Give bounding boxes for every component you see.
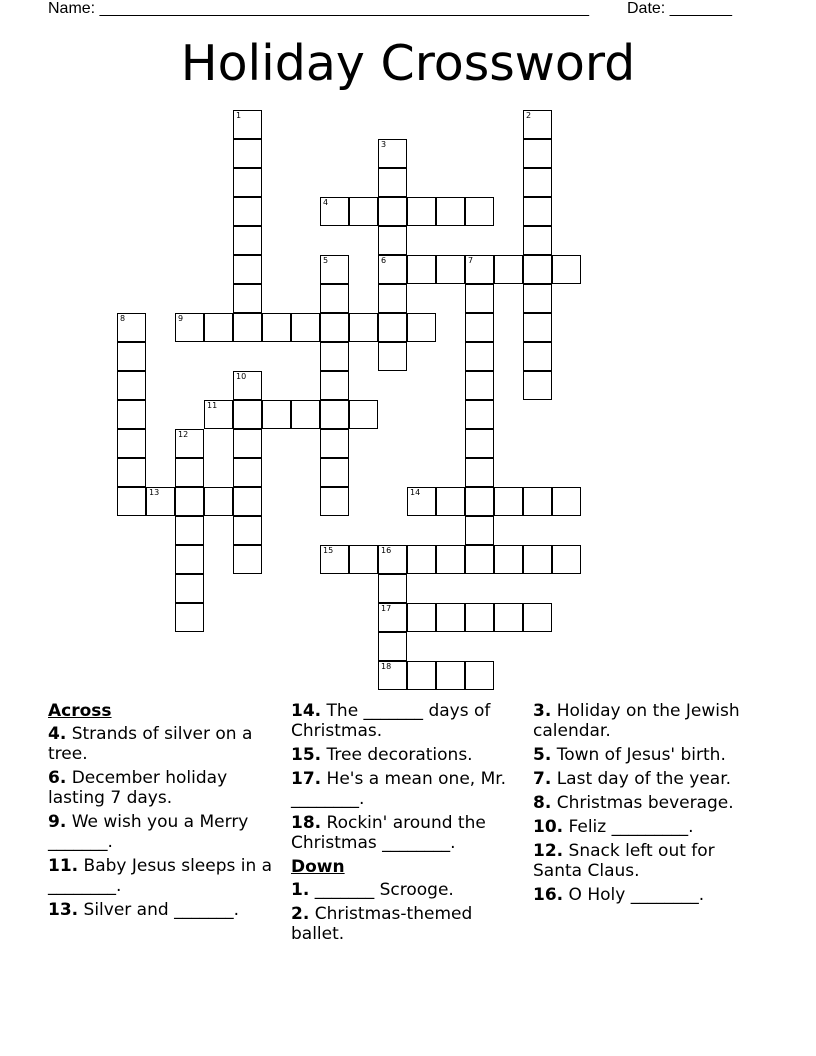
clue-text: We wish you a Merry _______. — [48, 812, 249, 852]
clue-column-3 — [533, 701, 761, 909]
grid-cell[interactable] — [494, 545, 523, 574]
clue-number-label: 2 — [526, 111, 532, 120]
across-clue — [48, 856, 276, 896]
down-clue — [533, 817, 761, 837]
grid-cell[interactable] — [320, 313, 349, 342]
clue-number-label: 18 — [381, 662, 392, 671]
grid-cell[interactable] — [175, 458, 204, 487]
down-clue — [291, 904, 519, 944]
down-clue — [533, 885, 761, 905]
grid-cell[interactable] — [378, 168, 407, 197]
across-clue — [48, 812, 276, 852]
grid-cell[interactable] — [291, 313, 320, 342]
grid-cell[interactable] — [233, 545, 262, 574]
grid-cell[interactable] — [233, 516, 262, 545]
clue-number-label: 4 — [323, 198, 329, 207]
grid-cell[interactable] — [175, 574, 204, 603]
clue-number: 16. — [533, 885, 564, 905]
grid-cell[interactable] — [175, 603, 204, 632]
grid-cell[interactable] — [291, 400, 320, 429]
across-clue — [48, 900, 276, 920]
clue-number: 5. — [533, 745, 552, 765]
grid-cell[interactable] — [117, 342, 146, 371]
grid-cell[interactable] — [175, 487, 204, 516]
grid-cell[interactable] — [117, 371, 146, 400]
clue-number: 8. — [533, 793, 552, 813]
grid-cell[interactable] — [465, 603, 494, 632]
clue-text: Town of Jesus' birth. — [556, 745, 726, 765]
clue-number-label: 11 — [207, 401, 218, 410]
clue-column-2 — [291, 701, 519, 948]
grid-cell[interactable] — [552, 545, 581, 574]
grid-cell[interactable] — [233, 429, 262, 458]
grid-cell[interactable] — [465, 661, 494, 690]
grid-cell[interactable] — [175, 545, 204, 574]
grid-cell[interactable] — [465, 458, 494, 487]
grid-cell[interactable] — [320, 429, 349, 458]
grid-cell[interactable] — [523, 226, 552, 255]
clue-number-label: 5 — [323, 256, 329, 265]
clue-number-label: 10 — [236, 372, 247, 381]
across-heading: Across — [48, 701, 112, 721]
clue-number-label: 15 — [323, 546, 334, 555]
grid-cell[interactable] — [378, 545, 407, 574]
grid-cell[interactable] — [465, 429, 494, 458]
grid-cell[interactable] — [204, 487, 233, 516]
grid-cell[interactable] — [523, 313, 552, 342]
grid-cell[interactable] — [262, 400, 291, 429]
grid-cell[interactable] — [407, 255, 436, 284]
grid-cell[interactable] — [407, 197, 436, 226]
clue-text: Strands of silver on a tree. — [48, 724, 253, 764]
clue-text: Last day of the year. — [556, 769, 732, 789]
clue-number: 7. — [533, 769, 552, 789]
grid-cell[interactable] — [407, 545, 436, 574]
grid-cell[interactable] — [233, 168, 262, 197]
grid-cell[interactable] — [465, 487, 494, 516]
clue-number-label: 6 — [381, 256, 387, 265]
clue-number: 3. — [533, 701, 552, 721]
grid-cell[interactable] — [204, 313, 233, 342]
grid-cell[interactable] — [552, 487, 581, 516]
grid-cell[interactable] — [407, 487, 436, 516]
grid-cell[interactable] — [320, 458, 349, 487]
clue-number: 4. — [48, 724, 67, 744]
clue-number: 2. — [291, 904, 310, 924]
clue-text: December holiday lasting 7 days. — [48, 768, 228, 808]
grid-cell[interactable] — [407, 661, 436, 690]
clue-text: Tree decorations. — [326, 745, 473, 765]
clue-text: Feliz _________. — [568, 817, 694, 837]
clue-number-label: 13 — [149, 488, 160, 497]
grid-cell[interactable] — [407, 603, 436, 632]
grid-cell[interactable] — [378, 226, 407, 255]
down-heading: Down — [291, 857, 345, 877]
grid-cell[interactable] — [465, 371, 494, 400]
grid-cell[interactable] — [320, 545, 349, 574]
grid-cell[interactable] — [349, 197, 378, 226]
clue-number-label: 9 — [178, 314, 184, 323]
grid-cell[interactable] — [436, 255, 465, 284]
clue-text: Christmas beverage. — [556, 793, 734, 813]
grid-cell[interactable] — [233, 371, 262, 400]
grid-cell[interactable] — [175, 429, 204, 458]
grid-cell[interactable] — [233, 400, 262, 429]
down-clue — [533, 701, 761, 741]
clue-number: 18. — [291, 813, 322, 833]
grid-cell[interactable] — [523, 603, 552, 632]
clue-number-label: 3 — [381, 140, 387, 149]
grid-cell[interactable] — [465, 342, 494, 371]
grid-cell[interactable] — [436, 661, 465, 690]
across-clue — [291, 769, 519, 809]
grid-cell[interactable] — [378, 603, 407, 632]
grid-cell[interactable] — [233, 284, 262, 313]
grid-cell[interactable] — [117, 458, 146, 487]
clue-number: 14. — [291, 701, 322, 721]
grid-cell[interactable] — [233, 110, 262, 139]
grid-cell[interactable] — [378, 342, 407, 371]
clue-number: 15. — [291, 745, 322, 765]
name-field-label: Name: _______________________________________________________ — [48, 0, 589, 17]
grid-cell[interactable] — [117, 313, 146, 342]
grid-cell[interactable] — [175, 516, 204, 545]
grid-cell[interactable] — [523, 110, 552, 139]
grid-cell[interactable] — [523, 197, 552, 226]
clue-text: Holiday on the Jewish calendar. — [533, 701, 740, 741]
across-clue — [291, 745, 519, 765]
grid-cell[interactable] — [523, 168, 552, 197]
grid-cell[interactable] — [320, 371, 349, 400]
grid-cell[interactable] — [465, 197, 494, 226]
clue-number: 9. — [48, 812, 67, 832]
grid-cell[interactable] — [523, 284, 552, 313]
grid-cell[interactable] — [233, 197, 262, 226]
grid-cell[interactable] — [465, 255, 494, 284]
down-clue — [533, 841, 761, 881]
clue-text: O Holy ________. — [568, 885, 705, 905]
grid-cell[interactable] — [378, 661, 407, 690]
grid-cell[interactable] — [378, 284, 407, 313]
grid-cell[interactable] — [233, 487, 262, 516]
across-clue — [48, 768, 276, 808]
grid-cell[interactable] — [407, 313, 436, 342]
grid-cell[interactable] — [378, 255, 407, 284]
grid-cell[interactable] — [117, 400, 146, 429]
grid-cell[interactable] — [494, 603, 523, 632]
clue-number-label: 8 — [120, 314, 126, 323]
grid-cell[interactable] — [349, 313, 378, 342]
clue-number: 13. — [48, 900, 79, 920]
grid-cell[interactable] — [494, 487, 523, 516]
clue-column-1 — [48, 701, 276, 924]
clue-text: Snack left out for Santa Claus. — [533, 841, 715, 881]
page-title: Holiday Crossword — [180, 35, 636, 92]
grid-cell[interactable] — [233, 458, 262, 487]
grid-cell[interactable] — [378, 574, 407, 603]
grid-cell[interactable] — [523, 255, 552, 284]
grid-cell[interactable] — [465, 400, 494, 429]
down-clue — [533, 793, 761, 813]
clue-number-label: 14 — [410, 488, 421, 497]
grid-cell[interactable] — [465, 545, 494, 574]
clue-number: 1. — [291, 880, 310, 900]
grid-cell[interactable] — [320, 487, 349, 516]
grid-cell[interactable] — [378, 139, 407, 168]
grid-cell[interactable] — [378, 632, 407, 661]
grid-cell[interactable] — [349, 400, 378, 429]
clue-text: He's a mean one, Mr. ________. — [291, 769, 507, 809]
grid-cell[interactable] — [523, 487, 552, 516]
grid-cell[interactable] — [436, 603, 465, 632]
clue-text: _______ Scrooge. — [314, 880, 454, 900]
clue-text: Rockin' around the Christmas ________. — [291, 813, 486, 853]
clue-number-label: 12 — [178, 430, 189, 439]
grid-cell[interactable] — [320, 284, 349, 313]
clue-text: Christmas-themed ballet. — [291, 904, 473, 944]
date-field-label: Date: _______ — [627, 0, 732, 17]
grid-cell[interactable] — [233, 255, 262, 284]
grid-cell[interactable] — [378, 313, 407, 342]
grid-cell[interactable] — [146, 487, 175, 516]
down-clue — [291, 880, 519, 900]
across-clue — [48, 724, 276, 764]
grid-cell[interactable] — [117, 487, 146, 516]
grid-cell[interactable] — [233, 139, 262, 168]
clue-number-label: 17 — [381, 604, 392, 613]
across-clue — [291, 701, 519, 741]
grid-cell[interactable] — [233, 313, 262, 342]
grid-cell[interactable] — [465, 516, 494, 545]
grid-cell[interactable] — [378, 197, 407, 226]
clue-number: 10. — [533, 817, 564, 837]
grid-cell[interactable] — [320, 255, 349, 284]
grid-cell[interactable] — [204, 400, 233, 429]
grid-cell[interactable] — [494, 255, 523, 284]
clue-number-label: 1 — [236, 111, 242, 120]
clue-number-label: 16 — [381, 546, 392, 555]
clue-number: 11. — [48, 856, 79, 876]
grid-cell[interactable] — [262, 313, 291, 342]
grid-cell[interactable] — [465, 284, 494, 313]
clue-number: 17. — [291, 769, 322, 789]
grid-cell[interactable] — [436, 487, 465, 516]
clue-text: Silver and _______. — [83, 900, 239, 920]
clue-number: 12. — [533, 841, 564, 861]
grid-cell[interactable] — [233, 226, 262, 255]
grid-cell[interactable] — [523, 545, 552, 574]
grid-cell[interactable] — [523, 371, 552, 400]
grid-cell[interactable] — [349, 545, 378, 574]
grid-cell[interactable] — [175, 313, 204, 342]
down-clue — [533, 769, 761, 789]
clue-number-label: 7 — [468, 256, 474, 265]
grid-cell[interactable] — [552, 255, 581, 284]
grid-cell[interactable] — [523, 139, 552, 168]
grid-cell[interactable] — [436, 545, 465, 574]
down-clue — [533, 745, 761, 765]
grid-cell[interactable] — [320, 400, 349, 429]
clue-text: Baby Jesus sleeps in a ________. — [48, 856, 273, 896]
grid-cell[interactable] — [117, 429, 146, 458]
clue-text: The _______ days of Christmas. — [291, 701, 491, 741]
across-clue — [291, 813, 519, 853]
grid-cell[interactable] — [465, 313, 494, 342]
grid-cell[interactable] — [320, 197, 349, 226]
grid-cell[interactable] — [320, 342, 349, 371]
clue-number: 6. — [48, 768, 67, 788]
grid-cell[interactable] — [436, 197, 465, 226]
grid-cell[interactable] — [523, 342, 552, 371]
